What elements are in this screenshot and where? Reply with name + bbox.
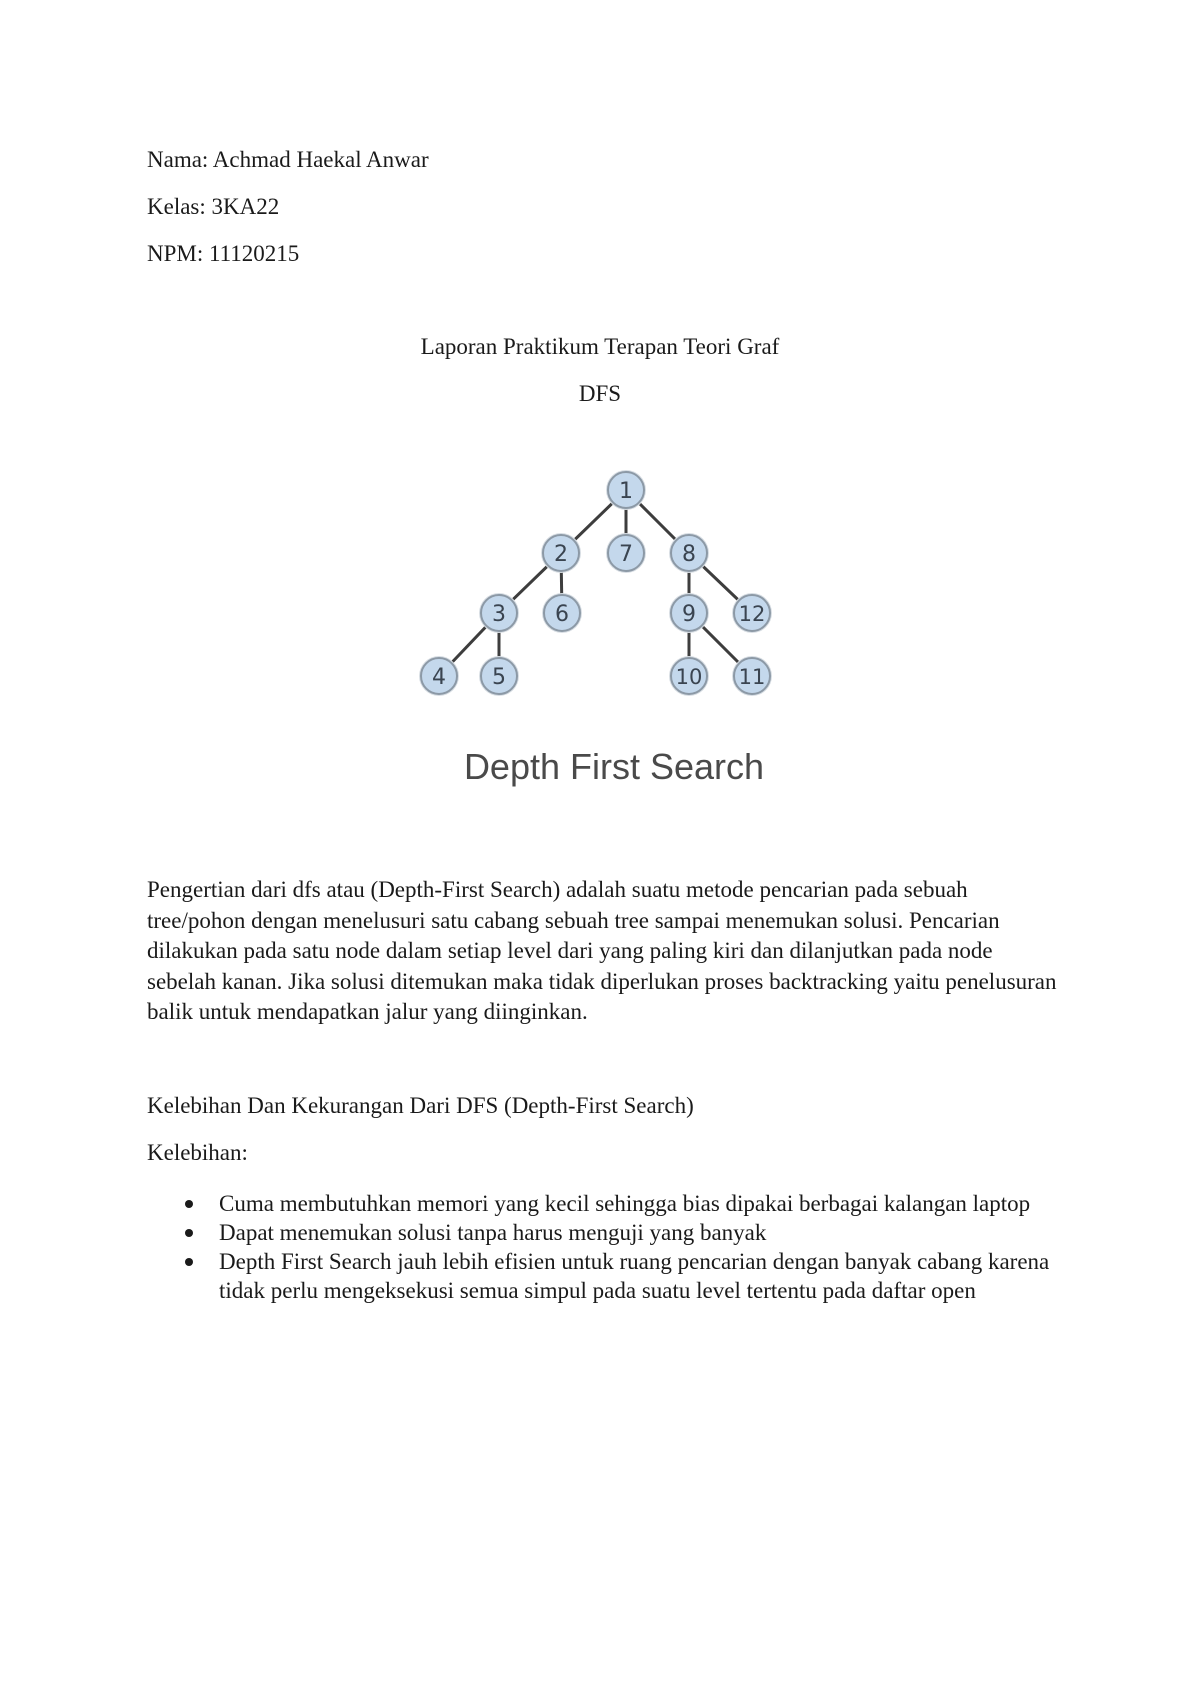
node-label: 4 [432, 665, 446, 690]
tree-edges [439, 490, 752, 676]
list-item [147, 1247, 1057, 1305]
tree-node-2 [541, 533, 581, 573]
node-label: 11 [738, 665, 766, 689]
advantage-text: Depth First Search jauh lebih efisien untuk ruang pencarian dengan banyak cabang karena tidak perlu mengeksekusi semua simpul pada suatu level tertentu pada daftar open [219, 1249, 1050, 1303]
student-class: Kelas: 3KA22 [147, 194, 280, 219]
report-subject: DFS [578, 381, 622, 406]
node-label: 8 [682, 542, 696, 567]
list-item [147, 1218, 1057, 1247]
bullet-icon [185, 1200, 193, 1208]
node-label: 1 [619, 479, 633, 504]
node-label: 10 [675, 665, 703, 689]
pros-cons-heading: Kelebihan Dan Kekurangan Dari DFS (Depth-First Search) [147, 1093, 694, 1118]
node-label: 5 [492, 665, 506, 690]
dfs-tree-diagram [0, 455, 1200, 815]
figure-caption: Depth First Search [463, 746, 765, 787]
advantage-text: Cuma membutuhkan memori yang kecil sehingga bias dipakai berbagai kalangan laptop [219, 1191, 1031, 1216]
node-label: 2 [554, 542, 568, 567]
advantages-list [147, 1189, 1057, 1305]
tree-node-12 [732, 593, 772, 633]
tree-node-5 [479, 656, 519, 696]
list-item [147, 1189, 1057, 1218]
tree-node-4 [419, 656, 459, 696]
tree-node-10 [669, 656, 709, 696]
node-label: 6 [555, 602, 569, 627]
node-label: 3 [492, 602, 506, 627]
dfs-definition: Pengertian dari dfs atau (Depth-First Search) adalah suatu metode pencarian pada sebuah tree/pohon dengan menelusuri satu cabang sebuah tree sampai menemukan solusi. Pencarian dilakukan pada satu node dalam setiap level dari yang paling kiri dan dilanjutkan pada node sebelah kanan. Jika solusi ditemukan maka tidak diperlukan proses backtracking yaitu penelusuran balik untuk mendapatkan jalur yang diinginkan. [147, 877, 1057, 1024]
bullet-icon [185, 1229, 193, 1237]
tree-node-11 [732, 656, 772, 696]
tree-node-3 [479, 593, 519, 633]
dfs-tree-figure [0, 455, 1200, 815]
tree-node-8 [669, 533, 709, 573]
report-title: Laporan Praktikum Terapan Teori Graf [420, 334, 780, 359]
student-name: Nama: Achmad Haekal Anwar [147, 147, 429, 172]
node-label: 9 [682, 602, 696, 627]
node-label: 7 [619, 542, 633, 567]
tree-node-7 [606, 533, 646, 573]
tree-node-1 [606, 470, 646, 510]
tree-node-6 [542, 593, 582, 633]
advantages-label: Kelebihan: [147, 1140, 248, 1165]
advantage-text: Dapat menemukan solusi tanpa harus menguji yang banyak [219, 1220, 767, 1245]
tree-node-9 [669, 593, 709, 633]
node-label: 12 [738, 602, 766, 626]
student-npm: NPM: 11120215 [147, 241, 300, 266]
bullet-icon [185, 1258, 193, 1266]
